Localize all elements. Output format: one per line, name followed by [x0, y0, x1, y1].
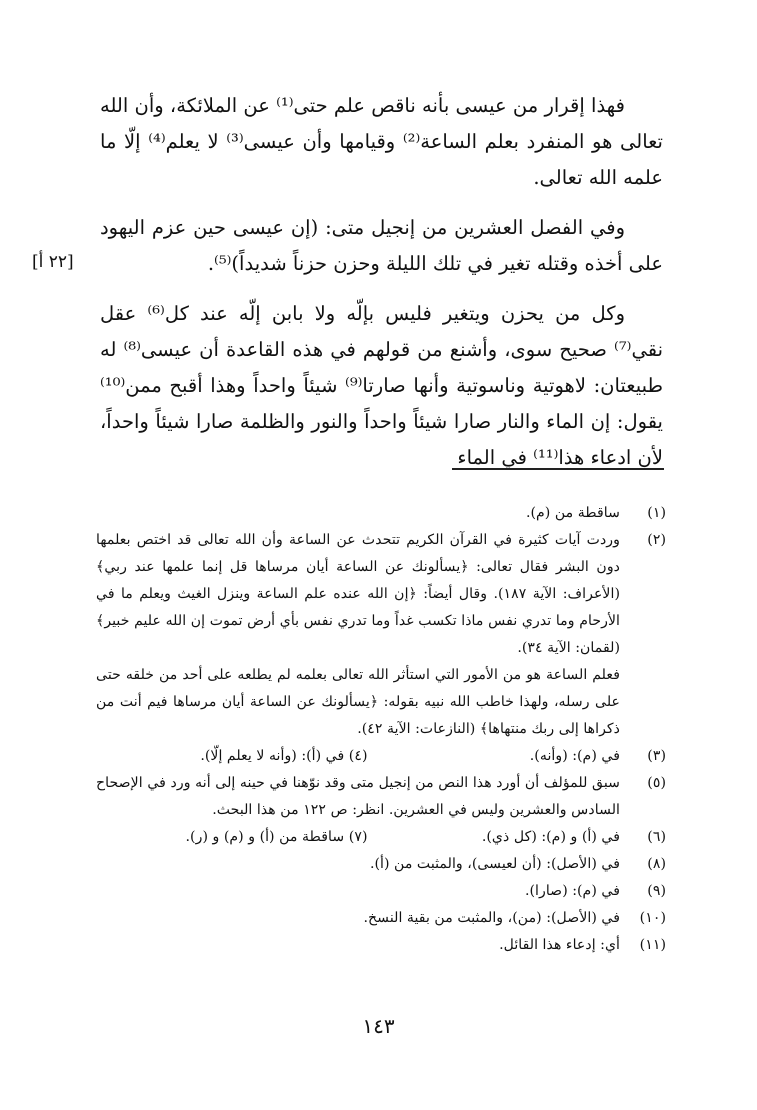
footnote-text: فعلم الساعة هو من الأمور التي استأثر الله تعالى بعلمه لم يطلعه على أحد من خلقه حتى على رسله، ولهذا خاطب الله نبيه بقوله: ﴿يسألونك عن الساعة أيان مرساها فيم أنت من ذكراها إلى ربك منتهاها﴾ (النازعات: الآية ٤٢). — [96, 667, 620, 737]
footnote-2-continuation — [96, 662, 666, 743]
footnote-text: ساقطة من (م). — [525, 505, 620, 521]
footnote-number: (٦) — [647, 829, 666, 845]
footnote-number: (١٠) — [639, 910, 666, 926]
footnote-text: سبق للمؤلف أن أورد هذا النص من إنجيل متى وقد نوّهنا في حينه إلى أنه ورد في الإصحاح السادس والعشرين وليس في العشرين. انظر: ص ١٢٢ من هذا البحث. — [96, 775, 620, 818]
footnote-text: في (الأصل): (أن لعيسى)، والمثبت من (أ). — [369, 856, 620, 872]
footnote-number: (١) — [647, 505, 666, 521]
footnote-number: (٤) — [348, 748, 368, 764]
footnote-9 — [96, 878, 666, 905]
footnote-text: في (أ) و (م): (كل ذي). — [481, 829, 620, 845]
footnote-number: (٨) — [647, 856, 666, 872]
footnote-text: في (الأصل): (من)، والمثبت من بقية النسخ. — [363, 910, 620, 926]
footnotes — [96, 500, 666, 959]
footnote-text: أي: إدعاء هذا القائل. — [499, 937, 620, 953]
paragraph-3: وكل من يحزن ويتغير فليس بإلّه ولا بابن إلّه عند كل⁽⁶⁾ عقل نقي⁽⁷⁾ صحيح سوى، وأشنع من قولهم في هذه القاعدة أن عيسى⁽⁸⁾ له طبيعتان: لاهوتية وناسوتية وأنها صارتا⁽⁹⁾ شيئاً واحداً وهذا أقبح ممن⁽¹⁰⁾ يقول: إن الماء والنار صارا شيئاً واحداً والنور والظلمة صارا شيئاً واحداً، لأن ادعاء هذا⁽¹¹⁾ في الماء — [100, 302, 663, 469]
footnote-number: (٢) — [647, 532, 666, 548]
footnote-text: في (م): (وأنه). — [529, 748, 620, 764]
footnote-divider — [452, 468, 664, 470]
footnote-10 — [96, 905, 666, 932]
footnote-6-7 — [96, 824, 666, 851]
footnote-number: (٩) — [647, 883, 666, 899]
footnote-number: (٣) — [647, 748, 666, 764]
page-number: ١٤٣ — [362, 1014, 395, 1038]
footnote-text: في (م): (صارا). — [524, 883, 620, 899]
footnote-number: (٧) — [348, 829, 368, 845]
paragraph-1: فهذا إقرار من عيسى بأنه ناقص علم حتى⁽¹⁾ عن الملائكة، وأن الله تعالى هو المنفرد بعلم الساعة⁽²⁾ وقيامها وأن عيسى⁽³⁾ لا يعلم⁽⁴⁾ إلّا ما علمه الله تعالى. — [100, 94, 663, 189]
footnote-11 — [96, 932, 666, 959]
footnote-text: ساقطة من (أ) و (م) و (ر). — [185, 829, 345, 845]
main-text — [100, 88, 663, 490]
footnote-1 — [96, 500, 666, 527]
footnote-number: (١١) — [639, 937, 666, 953]
footnote-8 — [96, 851, 666, 878]
footnote-5 — [96, 770, 666, 824]
footnote-3-4 — [96, 743, 666, 770]
footnote-text: في (أ): (وأنه لا يعلم إلّا). — [200, 748, 345, 764]
footnote-2 — [96, 527, 666, 662]
footnote-text: وردت آيات كثيرة في القرآن الكريم تتحدث عن الساعة وأن الله تعالى قد اختص بعلمها دون البشر فقال تعالى: ﴿يسألونك عن الساعة أيان مرساها قل إنما علمها عند ربي﴾ (الأعراف: الآية ١٨٧). وقال أيضاً: ﴿إن الله عنده علم الساعة وينزل الغيث ويعلم ما في الأرحام وما تدري نفس ماذا تكسب غداً وما تدري نفس بأي أرض تموت إن الله عليم خبير﴾ (لقمان: الآية ٣٤). — [96, 532, 620, 656]
footnote-number: (٥) — [647, 775, 666, 791]
manuscript-folio-marker: [٢٢ أ] — [32, 252, 74, 272]
paragraph-2: وفي الفصل العشرين من إنجيل متى: (إن عيسى حين عزم اليهود على أخذه وقتله تغير في تلك الليلة وحزن حزناً شديداً)⁽⁵⁾. — [100, 216, 663, 275]
